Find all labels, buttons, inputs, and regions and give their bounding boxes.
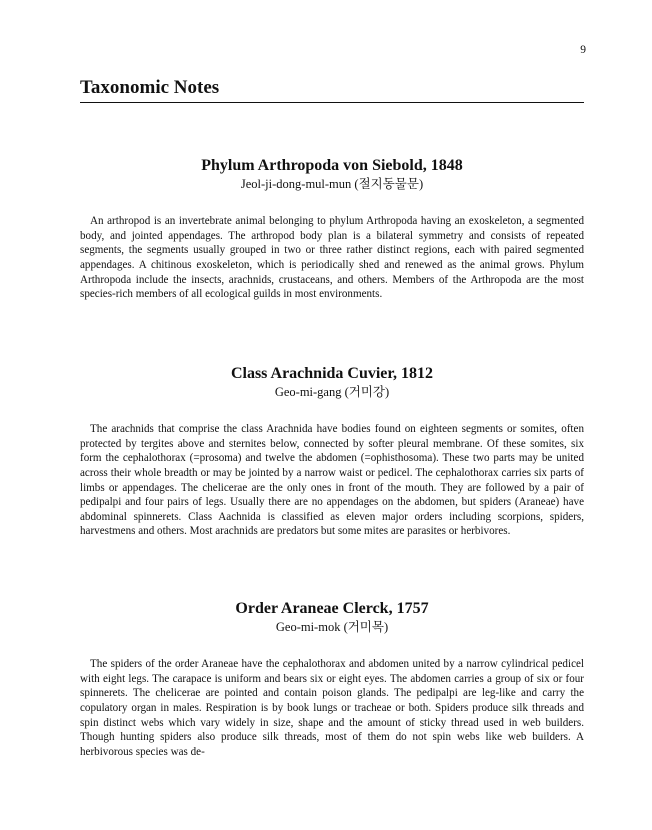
chapter-title: Taxonomic Notes <box>80 78 584 103</box>
section-subtitle: Geo-mi-gang (거미강) <box>274 385 390 400</box>
section-paragraph: An arthropod is an invertebrate animal belonging to phylum Arthropoda having an exoskeleton, a segmented body, and jointed appendages. The arthropod body plan is a bilateral symmetry and consists of repeated segments, the segments usually grouped in two or three rather distinct regions, each with paired segmented appendages. A chitinous exoskeleton, which is periodically shed and renewed as the animal grows. Phylum Arthropoda include the insects, arachnids, crustaceans, and others. Members of the Arthropoda are the most species-rich members of all ecological guilds in most environments. <box>80 215 584 301</box>
section-class-arachnida <box>80 364 584 539</box>
section-order-araneae <box>80 599 584 759</box>
section-phylum-arthropoda <box>80 156 584 302</box>
section-title: Class Arachnida Cuvier, 1812 <box>230 365 434 382</box>
section-title: Phylum Arthropoda von Siebold, 1848 <box>201 157 463 174</box>
section-subtitle: Jeol-ji-dong-mul-mun (절지동물문) <box>240 177 424 192</box>
section-paragraph: The arachnids that comprise the class Arachnida have bodies found on eighteen segments or somites, often protected by tergites above and sternites below, connected by softer pleural membrane. Of these somites, six form the cephalothorax (=prosoma) and twelve the abdomen (=ophisthosoma). These two parts may be united across their whole breadth or may be jointed by a narrow waist or pedicel. The cephalothorax carries six parts of limbs or appendages. The chelicerae are the only ones in front of the mouth. They are followed by a pair of pedipalpi and four pairs of legs. Usually there are no appendages on the abdomen, but spiders (Araneae) have abdominal spinnerets. Class Aachnida is classified as eleven major orders including scorpions, spiders, harvestmens and others. Most arachnids are predators but some mites are parasites or herbivores. <box>80 423 584 538</box>
page-number: 9 <box>580 44 586 56</box>
section-subtitle: Geo-mi-mok (거미목) <box>275 620 389 635</box>
section-paragraph: The spiders of the order Araneae have the cephalothorax and abdomen united by a narrow cylindrical pedicel with eight legs. The carapace is uniform and bears six or eight eyes. The abdomen carries a group of six or four spinnerets. The chelicerae are pointed and contain poison glands. The pedipalpi are leg-like and carry the copulatory organ in males. Respiration is by book lungs or tracheae or both. Spiders produce silk threads and spin distinct webs which vary widely in size, shape and the amount of sticky thread used in web builders. Though hunting spiders also produce silk threads, most of them do not spin webs like web builders. A herbivorous species was de- <box>80 658 584 758</box>
section-title: Order Araneae Clerck, 1757 <box>235 600 429 617</box>
